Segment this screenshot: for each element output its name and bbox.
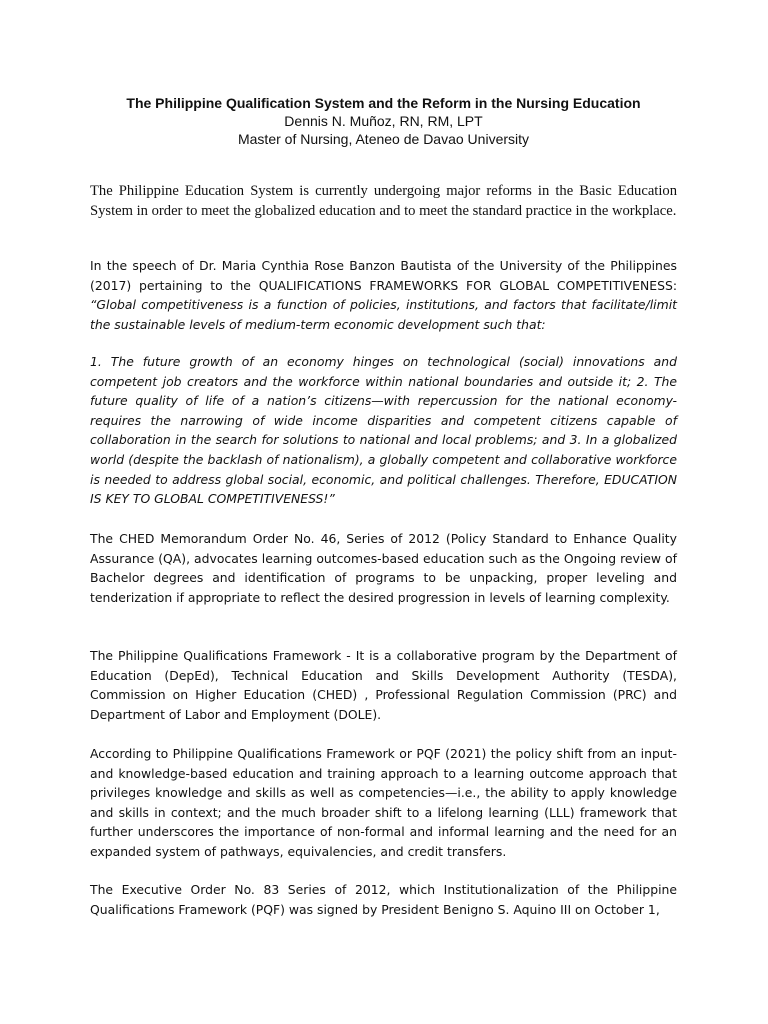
speech-quote-opening: “Global competitiveness is a function of policies, institutions, and factors that facilitate/limit the sustainable levels of medium-term economic development such that:: [90, 297, 677, 332]
paragraph-education-reform: The Philippine Education System is currently undergoing major reforms in the Basic Education System in order to meet the globalized education and to meet the standard practice in the workplace.: [90, 183, 677, 219]
document-affiliation: Master of Nursing, Ateneo de Davao University: [237, 131, 530, 147]
paragraph-speech-quote-points: 1. The future growth of an economy hinges on technological (social) innovations and competent job creators and the workforce within national boundaries and outside it; 2. The future quality of life of a nation’s citizens—with repercussion for the national economy- requires the narrowing of wide income disparities and competent citizens capable of collaboration in the search for solutions to national and local problems; and 3. In a globalized world (despite the backlash of nationalism), a globally competent and collaborative workforce is needed to address global social, economic, and political challenges. Therefore, EDUCATION IS KEY TO GLOBAL COMPETITIVENESS!”: [90, 354, 677, 507]
paragraph-pqf-policy-shift: According to Philippine Qualifications Framework or PQF (2021) the policy shift from an input- and knowledge-based education and training approach to a learning outcome approach that privileges knowledge and skills as well as competencies—i.e., the ability to apply knowledge and skills in context; and the much broader shift to a lifelong learning (LLL) framework that further underscores the importance of non-formal and informal learning and the need for an expanded system of pathways, equivalencies, and credit transfers.: [90, 746, 677, 859]
speech-intro-text: In the speech of Dr. Maria Cynthia Rose Banzon Bautista of the University of the Philippines (2017) pertaining to the QUALIFICATIONS FRAMEWORKS FOR GLOBAL COMPETITIVENESS:: [90, 258, 677, 293]
paragraph-ched-memorandum: The CHED Memorandum Order No. 46, Series of 2012 (Policy Standard to Enhance Quality Assurance (QA), advocates learning outcomes-based education such as the Ongoing review of Bachelor degrees and identification of programs to be unpacking, proper leveling and tenderization if appropriate to reflect the desired progression in levels of learning complexity.: [90, 531, 677, 605]
document-page: [90, 0, 677, 1024]
document-title: The Philippine Qualification System and the Reform in the Nursing Education: [126, 95, 641, 111]
title-block: [90, 94, 677, 148]
document-author: Dennis N. Muñoz, RN, RM, LPT: [284, 113, 483, 129]
paragraph-speech-intro: [90, 256, 677, 334]
paragraph-executive-order: The Executive Order No. 83 Series of 2012, which Institutionalization of the Philippine Qualifications Framework (PQF) was signed by President Benigno S. Aquino III on October 1,: [90, 882, 677, 917]
paragraph-pqf-definition: The Philippine Qualifications Framework - It is a collaborative program by the Department of Education (DepEd), Technical Education and Skills Development Authority (TESDA), Commission on Higher Education (CHED) , Professional Regulation Commission (PRC) and Department of Labor and Employment (DOLE).: [90, 648, 677, 722]
